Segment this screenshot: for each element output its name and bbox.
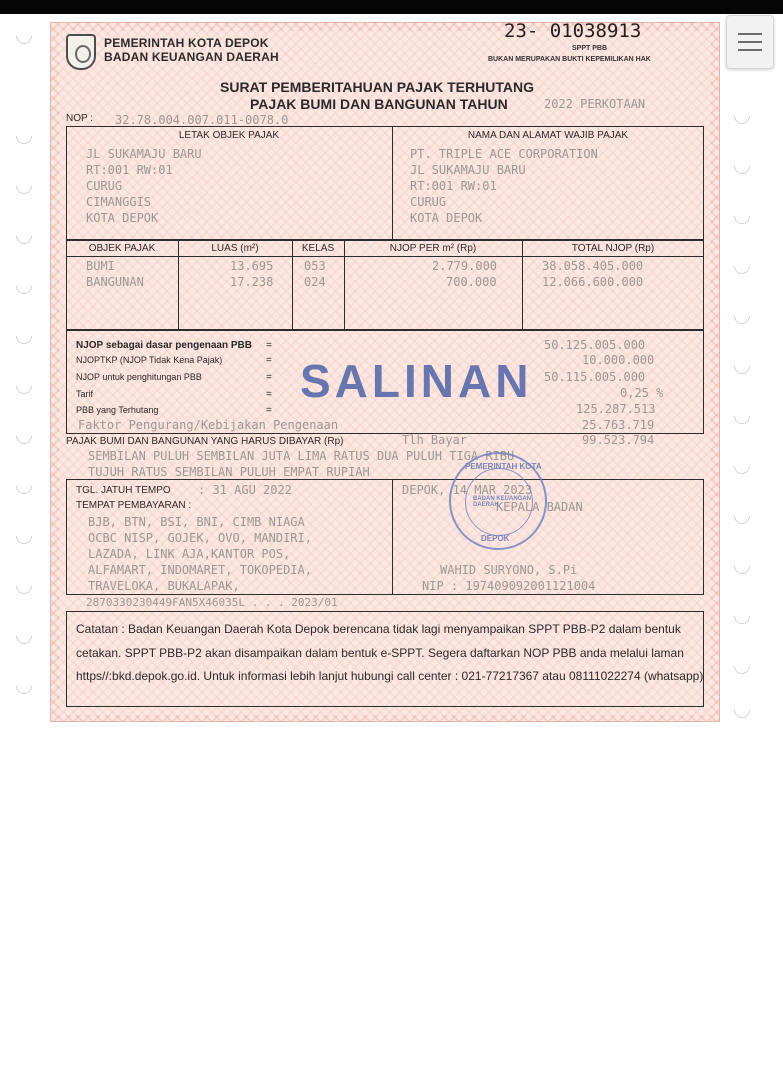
feed-hole — [13, 675, 36, 698]
feed-hole — [13, 425, 36, 448]
feed-hole — [13, 625, 36, 648]
due-date-label: TGL. JATUH TEMPO — [76, 485, 171, 496]
objek-line: JL SUKAMAJU BARU — [86, 147, 202, 161]
org-line-1: PEMERINTAH KOTA DEPOK — [104, 36, 269, 50]
cell-njop: 700.000 — [446, 275, 497, 289]
official-seal — [449, 452, 547, 550]
right-feed-strip — [728, 20, 768, 720]
feed-hole — [13, 375, 36, 398]
cell-njop: 2.779.000 — [432, 259, 498, 273]
cell-total: 12.066.600.000 — [542, 275, 644, 289]
doc-title-line-1: SURAT PEMBERITAHUAN PAJAK TERHUTANG — [220, 79, 534, 95]
col-luas: LUAS (m²) — [211, 243, 259, 254]
payable-value: 99.523.794 — [582, 433, 655, 447]
address-box — [66, 126, 704, 240]
note-text: Catatan : Badan Keuangan Daerah Kota Depok berencana tidak lagi menyampaikan SPPT PBB-P2 dalam bentuk cetakan. SPPT PBB-P2 akan disampaikan dalam bentuk e-SPPT. Segera daftarkan NOP PBB anda melalui laman https//:bkd.depok.go.id. Untuk informasi lebih lanjut hubungi call center : 021-77217367 atau 08111022274 (whatsapp) — [76, 622, 704, 683]
calc-value: 50.125.005.000 — [544, 338, 646, 352]
payment-line: BJB, BTN, BSI, BNI, CIMB NIAGA — [88, 515, 305, 529]
footer-code: 2870330230449FAN5X46035L . . . 2023/01 — [86, 596, 338, 609]
calc-label: Tarif — [76, 389, 94, 399]
payment-line: LAZADA, LINK AJA,KANTOR POS, — [88, 547, 291, 561]
cell-objek: BANGUNAN — [86, 275, 144, 289]
top-bar — [0, 0, 783, 14]
feed-hole — [731, 255, 754, 278]
due-date-value: : 31 AGU 2022 — [198, 483, 292, 497]
ownership-disclaimer: BUKAN MERUPAKAN BUKTI KEPEMILIKAN HAK — [488, 56, 651, 63]
seal-bottom-text: DEPOK — [481, 534, 510, 543]
table-header-rule — [66, 256, 704, 257]
menu-icon — [738, 41, 762, 43]
sppt-label: SPPT PBB — [572, 45, 608, 52]
calc-value: 10.000.000 — [582, 353, 655, 367]
hamburger-menu-button[interactable] — [726, 15, 774, 69]
feed-hole — [13, 525, 36, 548]
salinan-stamp: SALINAN — [300, 355, 533, 407]
col-objek-pajak: OBJEK PAJAK — [88, 243, 156, 254]
objek-line: CURUG — [86, 179, 123, 193]
feed-hole — [13, 475, 36, 498]
cell-kelas: 053 — [304, 259, 326, 273]
payment-line: OCBC NISP, GOJEK, OVO, MANDIRI, — [88, 531, 312, 545]
feed-hole — [731, 155, 754, 178]
wp-line: RT:001 RW:01 — [410, 179, 497, 193]
calc-label: PBB yang Terhutang — [76, 405, 159, 415]
col-njop-per-m2: NJOP PER m² (Rp) — [389, 243, 477, 254]
tlh-bayar-label: Tlh Bayar — [402, 433, 468, 447]
seal-mid-text: BADAN KEUANGAN DAERAH — [473, 496, 531, 508]
wp-line: PT. TRIPLE ACE CORPORATION — [410, 147, 598, 161]
objek-line: KOTA DEPOK — [86, 211, 159, 225]
feed-hole — [13, 575, 36, 598]
doc-title-line-2: PAJAK BUMI DAN BANGUNAN TAHUN — [250, 96, 508, 112]
menu-icon — [738, 49, 762, 51]
feed-hole — [731, 105, 754, 128]
feed-hole — [13, 225, 36, 248]
issue-place-date: DEPOK, 14 MAR 2023 — [402, 483, 533, 497]
signer-name: WAHID SURYONO, S.Pi — [440, 563, 578, 577]
faktor-value: 25.763.719 — [582, 418, 655, 432]
signer-nip: NIP : 197409092001121004 — [422, 579, 596, 593]
feed-hole — [731, 455, 754, 478]
faktor-label: Faktor Pengurang/Kebijakan Pengenaan — [78, 418, 339, 432]
calc-eq: = — [266, 355, 272, 366]
payment-line: ALFAMART, INDOMARET, TOKOPEDIA, — [88, 563, 312, 577]
payment-place-label: TEMPAT PEMBAYARAN : — [76, 500, 192, 511]
calc-label: NJOP untuk penghitungan PBB — [76, 372, 202, 382]
payable-words-2: TUJUH RATUS SEMBILAN PULUH EMPAT RUPIAH — [88, 465, 370, 479]
feed-hole — [731, 555, 754, 578]
col-kelas: KELAS — [301, 243, 335, 254]
feed-hole — [13, 175, 36, 198]
payment-divider — [392, 479, 393, 595]
calc-eq: = — [266, 340, 272, 351]
feed-hole — [13, 275, 36, 298]
payable-words-1: SEMBILAN PULUH SEMBILAN JUTA LIMA RATUS DUA PULUH TIGA RIBU — [88, 449, 515, 463]
feed-hole — [731, 205, 754, 228]
calc-label: NJOPTKP (NJOP Tidak Kena Pajak) — [76, 355, 223, 365]
signer-title: KEPALA BADAN — [496, 500, 583, 514]
cell-luas: 13.695 — [230, 259, 274, 273]
document-number: 23- 01038913 — [504, 20, 642, 42]
cell-objek: BUMI — [86, 259, 115, 273]
payment-line: TRAVELOKA, BUKALAPAK, — [88, 579, 240, 593]
wp-line: JL SUKAMAJU BARU — [410, 163, 526, 177]
nop-label: NOP : — [66, 113, 94, 124]
wp-line: KOTA DEPOK — [410, 211, 483, 225]
feed-hole — [13, 125, 36, 148]
col-total-njop: TOTAL NJOP (Rp) — [571, 243, 655, 254]
cell-luas: 17.238 — [230, 275, 274, 289]
calc-eq: = — [266, 372, 272, 383]
feed-hole — [731, 605, 754, 628]
cell-total: 38.058.405.000 — [542, 259, 644, 273]
nop-value: 32.78.004.007.011-0078.0 — [115, 113, 289, 127]
address-divider — [392, 126, 393, 240]
seal-top-text: PEMERINTAH KOTA — [465, 462, 542, 471]
feed-hole — [731, 355, 754, 378]
org-line-2: BADAN KEUANGAN DAERAH — [104, 50, 279, 64]
feed-hole — [13, 325, 36, 348]
menu-icon — [738, 33, 762, 35]
calc-eq: = — [266, 389, 272, 400]
feed-hole — [731, 655, 754, 678]
objek-line: CIMANGGIS — [86, 195, 152, 209]
feed-hole — [13, 25, 36, 48]
feed-hole — [731, 305, 754, 328]
calc-value: 125.287.513 — [576, 402, 656, 416]
calc-value: 0,25 % — [620, 386, 664, 400]
calc-label: NJOP sebagai dasar pengenaan PBB — [76, 340, 252, 351]
left-feed-strip — [0, 20, 40, 720]
calc-eq: = — [266, 405, 272, 416]
objek-header: LETAK OBJEK PAJAK — [178, 130, 280, 141]
wajib-pajak-header: NAMA DAN ALAMAT WAJIB PAJAK — [467, 130, 629, 141]
feed-hole — [731, 405, 754, 428]
feed-hole — [731, 505, 754, 528]
objek-line: RT:001 RW:01 — [86, 163, 173, 177]
tax-year: 2022 PERKOTAAN — [544, 97, 646, 111]
cell-kelas: 024 — [304, 275, 326, 289]
wp-line: CURUG — [410, 195, 447, 209]
calc-value: 50.115.005.000 — [544, 370, 646, 384]
payable-label: PAJAK BUMI DAN BANGUNAN YANG HARUS DIBAYAR (Rp) — [66, 436, 344, 447]
feed-hole — [731, 699, 754, 722]
city-emblem-icon — [66, 34, 96, 70]
